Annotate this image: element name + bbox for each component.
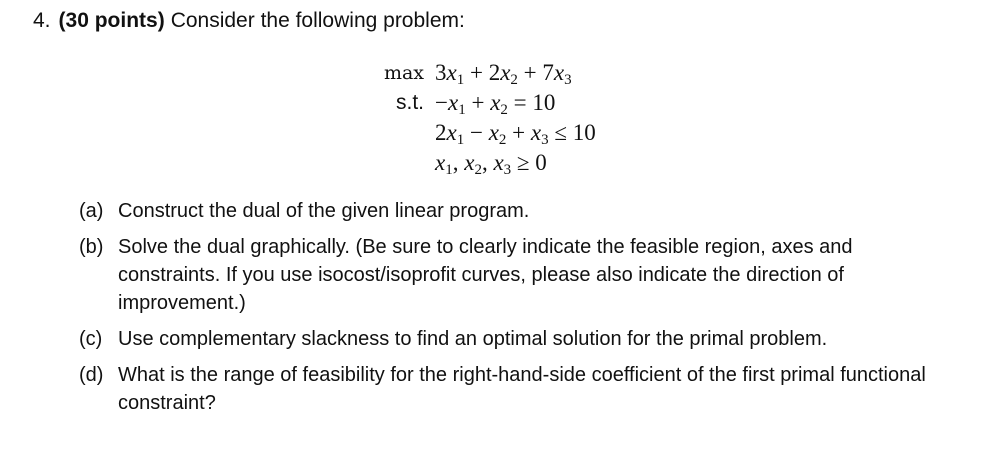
objective-function: $3x_1 + 2x_2 + 7x_3$ <box>435 60 572 88</box>
linear-program <box>372 58 692 178</box>
question-parts <box>79 197 959 425</box>
constraint-1: $-x_1 + x_2 = 10$ <box>435 90 556 118</box>
objective-row <box>372 58 692 88</box>
constraints-label: s.t. <box>395 91 424 114</box>
part-text: Solve the dual graphically. (Be sure to clearly indicate the feasible region, axes and constraints. If you use isocost/isoprofit curves, please also indicate the direction of improvement.) <box>118 236 853 314</box>
constraint-2: $2x_1 - x_2 + x_3 \le 10$ <box>435 120 596 148</box>
part-label: (b) <box>79 236 104 258</box>
problem-points: (30 points) <box>58 9 165 32</box>
part-label: (d) <box>79 364 104 386</box>
problem-number: 4. <box>33 9 51 32</box>
part-a <box>79 197 959 225</box>
part-b <box>79 233 959 317</box>
objective-label: max <box>383 62 424 84</box>
nonnegativity-constraint: $x_1$, $x_2$, $x_3 \ge 0$ <box>435 150 547 178</box>
constraint-row-2 <box>372 118 692 148</box>
part-text: Construct the dual of the given linear program. <box>118 200 530 222</box>
part-text: Use complementary slackness to find an optimal solution for the primal problem. <box>118 328 828 350</box>
nonnegativity-row <box>372 148 692 178</box>
problem-header <box>33 5 465 37</box>
part-label: (a) <box>79 200 104 222</box>
part-d <box>79 361 959 417</box>
part-c <box>79 325 959 353</box>
part-label: (c) <box>79 328 103 350</box>
part-text: What is the range of feasibility for the right-hand-side coefficient of the first primal functional constraint? <box>118 364 926 414</box>
constraint-row-1 <box>372 88 692 118</box>
problem-intro: Consider the following problem: <box>170 9 465 32</box>
